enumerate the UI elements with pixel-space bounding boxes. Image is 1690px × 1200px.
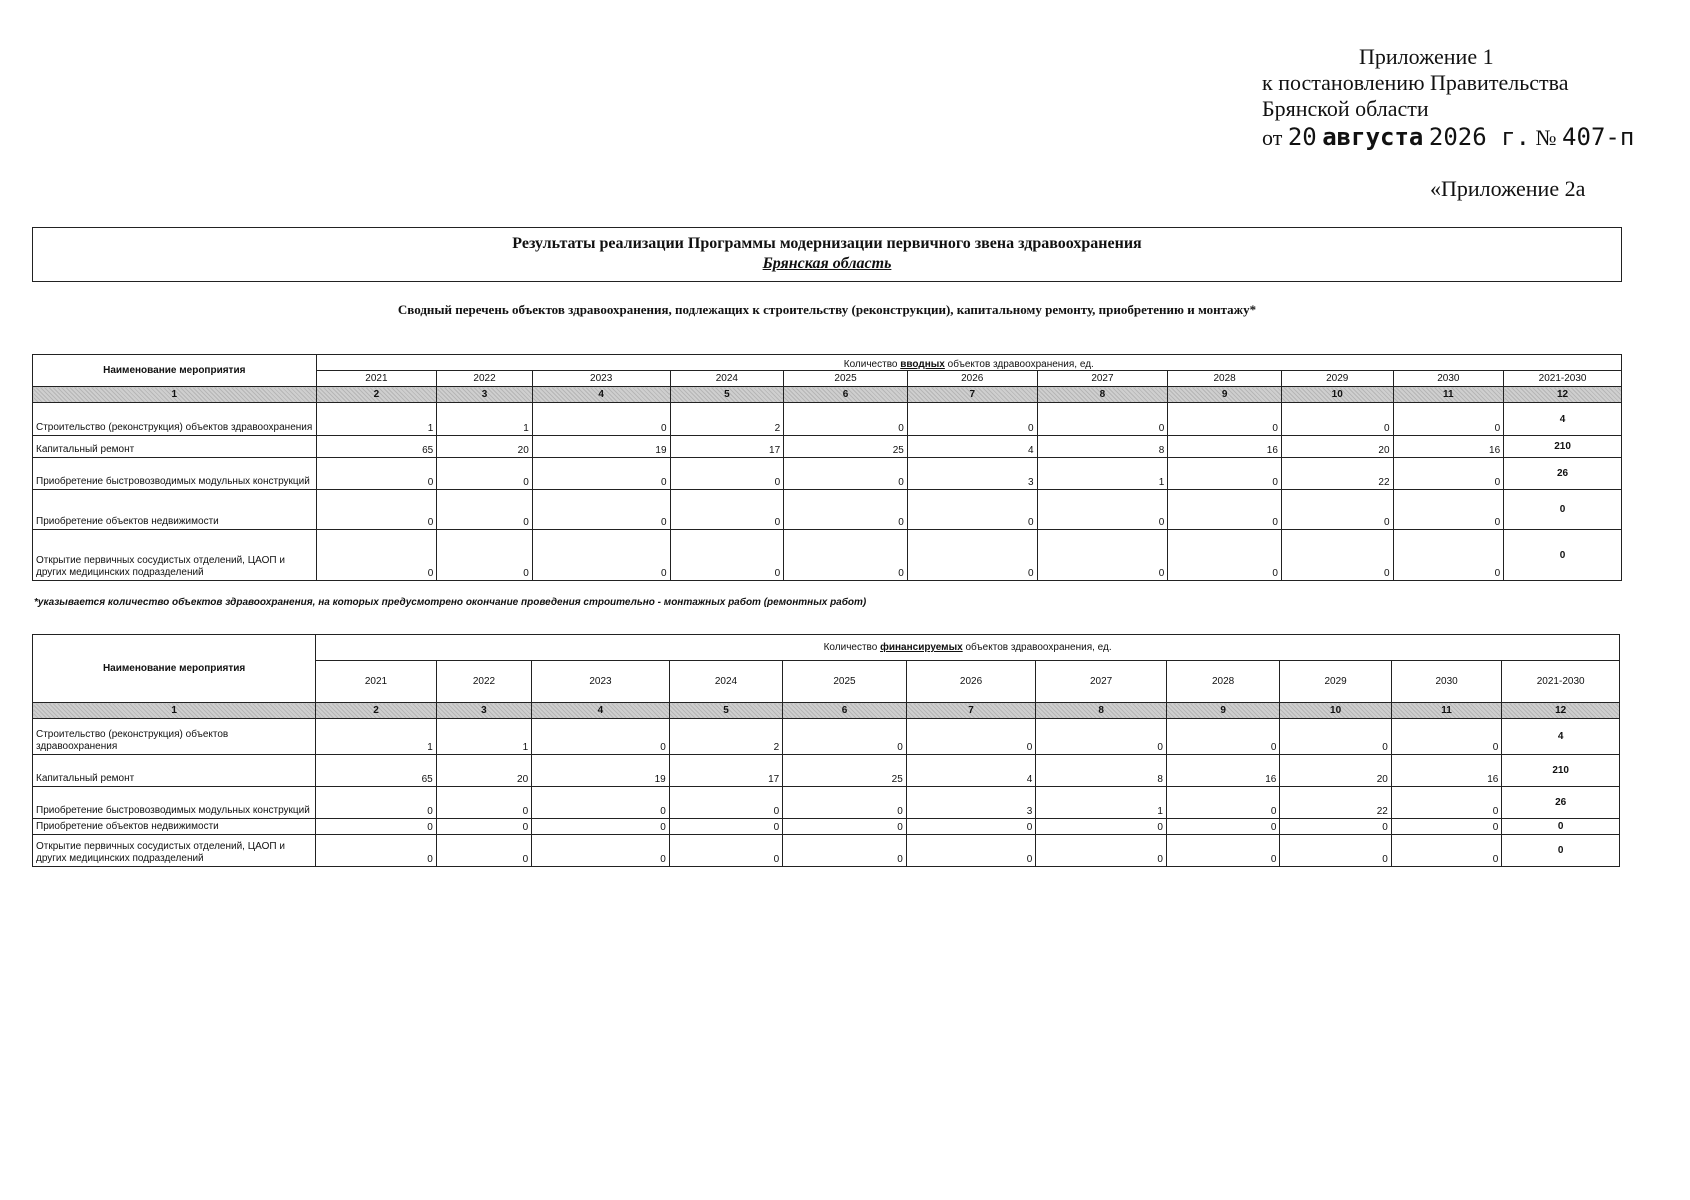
table-row bbox=[33, 436, 1622, 458]
table-row bbox=[33, 458, 1622, 490]
value-cell: 0 bbox=[436, 787, 531, 819]
value-cell: 0 bbox=[669, 819, 782, 835]
year-header: 2021 bbox=[316, 661, 437, 703]
value-cell: 17 bbox=[669, 755, 782, 787]
value-cell: 0 bbox=[1037, 490, 1168, 530]
column-index: 12 bbox=[1502, 703, 1620, 719]
number-prefix: № bbox=[1535, 125, 1557, 150]
value-cell: 0 bbox=[784, 458, 908, 490]
value-cell: 0 bbox=[1168, 530, 1282, 581]
value-cell: 0 bbox=[316, 530, 437, 581]
column-index: 6 bbox=[783, 703, 907, 719]
year-header: 2021-2030 bbox=[1502, 661, 1620, 703]
value-cell: 0 bbox=[437, 458, 533, 490]
column-index: 11 bbox=[1391, 703, 1501, 719]
column-index: 9 bbox=[1168, 387, 1282, 403]
value-cell: 4 bbox=[907, 436, 1037, 458]
value-cell: 0 bbox=[669, 835, 782, 867]
header-date-line bbox=[1262, 124, 1634, 151]
value-cell: 0 bbox=[670, 490, 784, 530]
caption-underlined: финансируемых bbox=[880, 642, 963, 653]
column-index: 10 bbox=[1281, 387, 1393, 403]
value-cell: 0 bbox=[783, 719, 907, 755]
row-label: Открытие первичных сосудистых отделений, ЦАОП и других медицинских подразделений bbox=[33, 835, 316, 867]
value-cell: 3 bbox=[906, 787, 1036, 819]
total-cell: 26 bbox=[1504, 458, 1622, 490]
value-cell: 0 bbox=[1391, 719, 1501, 755]
total-cell: 26 bbox=[1502, 787, 1620, 819]
value-cell: 0 bbox=[532, 530, 670, 581]
value-cell: 0 bbox=[532, 819, 670, 835]
row-label: Строительство (реконструкция) объектов здравоохранения bbox=[33, 719, 316, 755]
column-index: 8 bbox=[1037, 387, 1168, 403]
value-cell: 20 bbox=[437, 436, 533, 458]
row-label: Приобретение объектов недвижимости bbox=[33, 819, 316, 835]
year-header: 2024 bbox=[669, 661, 782, 703]
year-header: 2030 bbox=[1393, 371, 1504, 387]
total-cell: 210 bbox=[1504, 436, 1622, 458]
table-row bbox=[33, 530, 1622, 581]
year-header: 2026 bbox=[907, 371, 1037, 387]
year-header: 2025 bbox=[784, 371, 908, 387]
title-box bbox=[32, 227, 1622, 282]
caption-after: объектов здравоохранения, ед. bbox=[965, 642, 1112, 653]
column-index: 7 bbox=[907, 387, 1037, 403]
financed-objects-table bbox=[32, 634, 1620, 867]
year-header: 2027 bbox=[1036, 661, 1167, 703]
value-cell: 65 bbox=[316, 436, 437, 458]
column-index: 1 bbox=[33, 387, 317, 403]
value-cell: 0 bbox=[783, 835, 907, 867]
value-cell: 0 bbox=[532, 787, 670, 819]
value-cell: 0 bbox=[316, 458, 437, 490]
header-line-1: Приложение 1 bbox=[1359, 44, 1494, 69]
column-index: 7 bbox=[906, 703, 1036, 719]
value-cell: 0 bbox=[436, 835, 531, 867]
value-cell: 2 bbox=[670, 403, 784, 436]
footnote: *указывается количество объектов здравоохранения, на которых предусмотрено окончание проведения строительно - монтажных работ (ремонтных работ) bbox=[34, 597, 867, 608]
value-cell: 0 bbox=[1037, 530, 1168, 581]
year-header: 2027 bbox=[1037, 371, 1168, 387]
caption-after: объектов здравоохранения, ед. bbox=[947, 359, 1094, 370]
caption-before: Количество bbox=[823, 642, 878, 653]
value-cell: 0 bbox=[316, 835, 437, 867]
value-cell: 0 bbox=[532, 403, 670, 436]
table-row bbox=[33, 755, 1620, 787]
column-index: 11 bbox=[1393, 387, 1504, 403]
document-header bbox=[1262, 44, 1634, 151]
year-header: 2029 bbox=[1280, 661, 1391, 703]
value-cell: 0 bbox=[670, 530, 784, 581]
total-cell: 4 bbox=[1502, 719, 1620, 755]
row-label: Приобретение быстровозводимых модульных конструкций bbox=[33, 787, 316, 819]
value-cell: 0 bbox=[669, 787, 782, 819]
subtitle: Сводный перечень объектов здравоохранения, подлежащих к строительству (реконструкции), капитальному ремонту, приобретению и монтажу* bbox=[397, 302, 1257, 317]
value-cell: 22 bbox=[1281, 458, 1393, 490]
value-cell: 0 bbox=[316, 787, 437, 819]
value-cell: 17 bbox=[670, 436, 784, 458]
value-cell: 3 bbox=[907, 458, 1037, 490]
value-cell: 0 bbox=[906, 835, 1036, 867]
year-header: 2029 bbox=[1281, 371, 1393, 387]
value-cell: 0 bbox=[1166, 787, 1279, 819]
value-cell: 0 bbox=[1280, 835, 1391, 867]
value-cell: 0 bbox=[784, 490, 908, 530]
year-header: 2022 bbox=[436, 661, 531, 703]
value-cell: 0 bbox=[436, 819, 531, 835]
value-cell: 0 bbox=[1168, 458, 1282, 490]
value-cell: 0 bbox=[532, 719, 670, 755]
row-label: Приобретение объектов недвижимости bbox=[33, 490, 317, 530]
total-cell: 4 bbox=[1504, 403, 1622, 436]
value-cell: 0 bbox=[907, 490, 1037, 530]
column-index: 4 bbox=[532, 387, 670, 403]
value-cell: 0 bbox=[906, 819, 1036, 835]
header-line-3: Брянской области bbox=[1262, 96, 1429, 121]
value-cell: 0 bbox=[1166, 819, 1279, 835]
column-index: 10 bbox=[1280, 703, 1391, 719]
row-label: Капитальный ремонт bbox=[33, 755, 316, 787]
value-cell: 0 bbox=[783, 819, 907, 835]
value-cell: 0 bbox=[907, 403, 1037, 436]
column-index: 8 bbox=[1036, 703, 1167, 719]
page-title: Результаты реализации Программы модернизации первичного звена здравоохранения bbox=[512, 235, 1142, 252]
value-cell: 0 bbox=[670, 458, 784, 490]
year-header: 2026 bbox=[906, 661, 1036, 703]
column-index: 12 bbox=[1504, 387, 1622, 403]
row-label: Открытие первичных сосудистых отделений, ЦАОП и других медицинских подразделений bbox=[33, 530, 317, 581]
year-header: 2028 bbox=[1166, 661, 1279, 703]
year-header: 2028 bbox=[1168, 371, 1282, 387]
column-index: 2 bbox=[316, 703, 437, 719]
value-cell: 16 bbox=[1168, 436, 1282, 458]
value-cell: 16 bbox=[1166, 755, 1279, 787]
year-header: 2025 bbox=[783, 661, 907, 703]
row-label: Капитальный ремонт bbox=[33, 436, 317, 458]
total-cell: 210 bbox=[1502, 755, 1620, 787]
value-cell: 0 bbox=[532, 490, 670, 530]
row-label: Приобретение быстровозводимых модульных конструкций bbox=[33, 458, 317, 490]
date-month: августа bbox=[1322, 123, 1424, 151]
value-cell: 0 bbox=[1393, 403, 1504, 436]
value-cell: 0 bbox=[784, 403, 908, 436]
year-header: 2022 bbox=[437, 371, 533, 387]
value-cell: 0 bbox=[1391, 819, 1501, 835]
table-row bbox=[33, 787, 1620, 819]
value-cell: 0 bbox=[1280, 819, 1391, 835]
table-row bbox=[33, 490, 1622, 530]
header-line-2: к постановлению Правительства bbox=[1262, 70, 1569, 95]
year-header: 2023 bbox=[532, 661, 670, 703]
value-cell: 1 bbox=[1037, 458, 1168, 490]
value-cell: 0 bbox=[1036, 719, 1167, 755]
value-cell: 20 bbox=[1280, 755, 1391, 787]
value-cell: 0 bbox=[784, 530, 908, 581]
year-header: 2024 bbox=[670, 371, 784, 387]
value-cell: 0 bbox=[1391, 787, 1501, 819]
value-cell: 25 bbox=[783, 755, 907, 787]
table-row bbox=[33, 819, 1620, 835]
value-cell: 0 bbox=[907, 530, 1037, 581]
value-cell: 0 bbox=[783, 787, 907, 819]
region-name: Брянская область bbox=[762, 255, 892, 272]
column-index: 4 bbox=[532, 703, 670, 719]
column-index: 3 bbox=[436, 703, 531, 719]
column-index: 5 bbox=[669, 703, 782, 719]
value-cell: 16 bbox=[1391, 755, 1501, 787]
total-cell: 0 bbox=[1504, 490, 1622, 530]
column-index: 5 bbox=[670, 387, 784, 403]
table-row bbox=[33, 835, 1620, 867]
value-cell: 4 bbox=[906, 755, 1036, 787]
value-cell: 0 bbox=[1393, 458, 1504, 490]
value-cell: 0 bbox=[316, 490, 437, 530]
value-cell: 0 bbox=[1037, 403, 1168, 436]
value-cell: 0 bbox=[532, 458, 670, 490]
value-cell: 65 bbox=[316, 755, 437, 787]
value-cell: 1 bbox=[436, 719, 531, 755]
value-cell: 0 bbox=[437, 490, 533, 530]
value-cell: 8 bbox=[1037, 436, 1168, 458]
table-row bbox=[33, 719, 1620, 755]
column-header-name: Наименование мероприятия bbox=[33, 635, 316, 703]
value-cell: 1 bbox=[437, 403, 533, 436]
value-cell: 0 bbox=[1391, 835, 1501, 867]
value-cell: 0 bbox=[1036, 819, 1167, 835]
caption-before: Количество bbox=[843, 359, 898, 370]
date-day: 20 bbox=[1287, 123, 1317, 151]
document-number: 407-п bbox=[1562, 123, 1635, 151]
value-cell: 19 bbox=[532, 755, 670, 787]
value-cell: 1 bbox=[316, 719, 437, 755]
year-header: 2021-2030 bbox=[1504, 371, 1622, 387]
value-cell: 16 bbox=[1393, 436, 1504, 458]
value-cell: 25 bbox=[784, 436, 908, 458]
value-cell: 0 bbox=[316, 819, 437, 835]
value-cell: 20 bbox=[436, 755, 531, 787]
value-cell: 0 bbox=[1281, 490, 1393, 530]
row-label: Строительство (реконструкция) объектов здравоохранения bbox=[33, 403, 317, 436]
value-cell: 2 bbox=[669, 719, 782, 755]
value-cell: 0 bbox=[1280, 719, 1391, 755]
value-cell: 0 bbox=[1166, 835, 1279, 867]
date-year: 2026 г. bbox=[1428, 123, 1531, 151]
value-cell: 0 bbox=[1168, 403, 1282, 436]
year-header: 2021 bbox=[316, 371, 437, 387]
column-index: 3 bbox=[437, 387, 533, 403]
year-header: 2030 bbox=[1391, 661, 1501, 703]
total-cell: 0 bbox=[1502, 819, 1620, 835]
value-cell: 0 bbox=[1393, 530, 1504, 581]
table-caption bbox=[316, 635, 1620, 661]
value-cell: 0 bbox=[437, 530, 533, 581]
value-cell: 22 bbox=[1280, 787, 1391, 819]
value-cell: 1 bbox=[316, 403, 437, 436]
column-index: 6 bbox=[784, 387, 908, 403]
column-index: 2 bbox=[316, 387, 437, 403]
value-cell: 0 bbox=[1166, 719, 1279, 755]
year-header: 2023 bbox=[532, 371, 670, 387]
value-cell: 0 bbox=[906, 719, 1036, 755]
value-cell: 8 bbox=[1036, 755, 1167, 787]
caption-underlined: вводных bbox=[900, 359, 945, 370]
column-index: 1 bbox=[33, 703, 316, 719]
value-cell: 0 bbox=[532, 835, 670, 867]
total-cell: 0 bbox=[1502, 835, 1620, 867]
total-cell: 0 bbox=[1504, 530, 1622, 581]
commissioned-objects-table bbox=[32, 354, 1622, 581]
value-cell: 0 bbox=[1281, 530, 1393, 581]
value-cell: 0 bbox=[1281, 403, 1393, 436]
value-cell: 0 bbox=[1168, 490, 1282, 530]
value-cell: 1 bbox=[1036, 787, 1167, 819]
value-cell: 20 bbox=[1281, 436, 1393, 458]
date-prefix: от bbox=[1262, 125, 1283, 150]
value-cell: 0 bbox=[1393, 490, 1504, 530]
appendix-label: «Приложение 2а bbox=[1430, 176, 1586, 201]
value-cell: 0 bbox=[1036, 835, 1167, 867]
value-cell: 19 bbox=[532, 436, 670, 458]
column-index: 9 bbox=[1166, 703, 1279, 719]
table-row bbox=[33, 403, 1622, 436]
table-caption bbox=[316, 355, 1621, 371]
column-header-name: Наименование мероприятия bbox=[33, 355, 317, 387]
